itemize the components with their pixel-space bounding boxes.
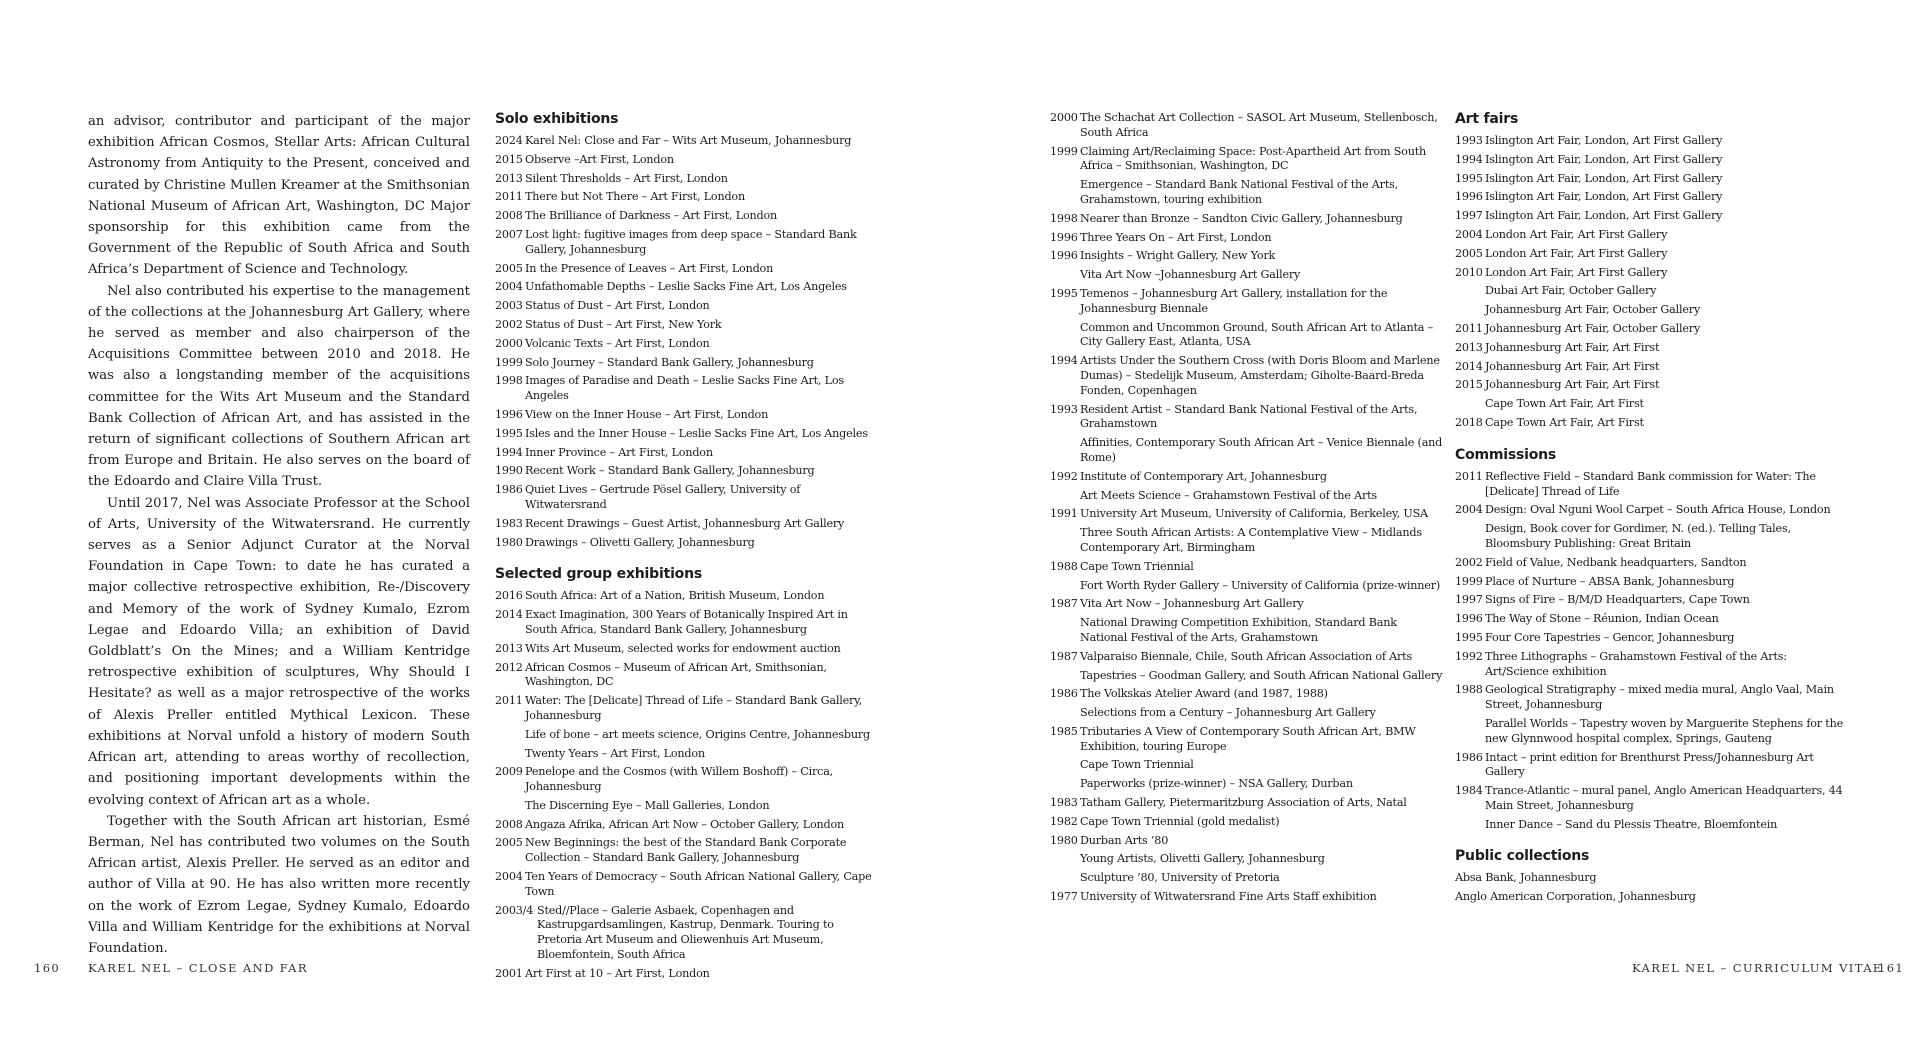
entry-year: 1996 [1455,612,1483,626]
entry-text: London Art Fair, Art First Gallery [1485,227,1668,241]
entry-text: Unfathomable Depths – Leslie Sacks Fine Art, Los Angeles [525,280,847,294]
entry-year: 1997 [1455,593,1483,607]
entry-year: 2011 [1455,469,1483,483]
art-fair-entry [1455,190,1847,205]
group-exhibition-entry [1050,687,1443,702]
group-exhibition-entry [495,694,881,724]
group-exhibition-entry [495,661,881,691]
group-exhibition-entry [495,967,881,982]
entry-text: London Art Fair, Art First Gallery [1485,265,1668,279]
entry-text: South Africa: Art of a Nation, British Museum, London [525,589,825,603]
entry-text: Silent Thresholds – Art First, London [525,171,728,185]
entry-year: 1991 [1050,507,1078,521]
art-fair-entry [1455,378,1847,393]
entry-text: Three Lithographs – Grahamstown Festival of the Arts: Art/Science exhibition [1485,649,1787,678]
solo-exhibition-entry [495,228,881,258]
commission-entry [1455,683,1847,713]
entry-text: Trance-Atlantic – mural panel, Anglo American Headquarters, 44 Main Street, Johannesburg [1485,784,1843,812]
entry-year: 2011 [495,694,523,708]
entry-text: Tatham Gallery, Pietermaritzburg Association of Arts, Natal [1080,796,1407,810]
solo-exhibition-entry [495,427,881,442]
group-exhibition-entry [1050,706,1443,721]
group-exhibition-entry [1050,321,1443,351]
entry-text: New Beginnings: the best of the Standard Bank Corporate Collection – Standard Bank Gallery, Johannesburg [525,836,847,865]
group-exhibition-entry [495,728,881,743]
entry-text: Islington Art Fair, London, Art First Gallery [1485,134,1723,147]
right-running-footer: KAREL NEL – CURRICULUM VITAE [1632,961,1883,975]
group-exhibitions-continued-list [1050,111,1443,905]
art-fair-entry [1455,303,1847,318]
entry-year: 1983 [495,516,523,530]
entry-text: Emergence – Standard Bank National Festival of the Arts, Grahamstown, touring exhibition [1080,178,1399,206]
entry-text: Inner Dance – Sand du Plessis Theatre, Bloemfontein [1485,817,1778,831]
entry-year: 2009 [495,765,523,779]
entry-year: 2002 [1455,555,1483,569]
entry-text: Inner Province – Art First, London [525,445,713,459]
entry-text: Exact Imagination, 300 Years of Botanically Inspired Art in South Africa, Standard Bank Gallery, Johannesburg [525,608,848,636]
group-exhibition-entry [1050,560,1443,575]
group-exhibitions-heading: Selected group exhibitions [495,566,702,583]
entry-text: Observe –Art First, London [525,152,674,166]
entry-year: 2008 [495,817,523,831]
entry-text: Status of Dust – Art First, New York [525,317,722,331]
entry-year: 1996 [1050,230,1078,244]
entry-year: 1992 [1050,469,1078,483]
group-exhibition-entry [495,904,881,963]
group-exhibition-entry [495,799,881,814]
group-exhibition-entry [1050,403,1443,433]
entry-text: Design: Oval Nguni Wool Carpet – South Africa House, London [1485,503,1831,517]
group-exhibition-entry [1050,470,1443,485]
commission-entry [1455,650,1847,680]
solo-exhibition-entry [495,172,881,187]
left-running-footer: KAREL NEL – CLOSE AND FAR [88,961,308,975]
entry-text: University Art Museum, University of California, Berkeley, USA [1080,507,1428,521]
commission-entry [1455,717,1847,747]
entry-text: Artists Under the Southern Cross (with Doris Bloom and Marlene Dumas) – Stedelijk Museum, Amsterdam; Giholte-Baard-Breda Fonden, Copenhagen [1080,354,1440,397]
entry-text: Claiming Art/Reclaiming Space: Post-Apartheid Art from South Africa – Smithsonian, Washington, DC [1080,144,1427,173]
entry-text: Status of Dust – Art First, London [525,299,710,313]
entry-text: Johannesburg Art Fair, Art First [1485,378,1660,392]
commission-entry [1455,631,1847,646]
entry-text: Geological Stratigraphy – mixed media mural, Anglo Vaal, Main Street, Johannesburg [1485,683,1834,712]
art-fair-entry [1455,322,1847,337]
entry-year: 2004 [495,280,523,294]
entry-year: 2013 [495,641,523,655]
art-fair-entry [1455,341,1847,356]
commission-entry [1455,751,1847,781]
entry-text: Vita Art Now – Johannesburg Art Gallery [1080,597,1304,611]
group-exhibition-entry [495,608,881,638]
entry-year: 2005 [1455,246,1483,260]
entry-text: Common and Uncommon Ground, South African Art to Atlanta – City Gallery East, Atlanta, USA [1080,320,1433,349]
public-collection-entry: Absa Bank, Johannesburg [1455,871,1597,885]
art-fair-entry [1455,397,1847,412]
entry-year: 1994 [1050,354,1078,368]
solo-exhibition-entry [495,374,881,404]
entry-year: 1998 [495,374,523,388]
group-exhibition-entry [1050,616,1443,646]
entry-text: National Drawing Competition Exhibition, Standard Bank National Festival of the Arts, Grahamstown [1080,616,1397,644]
public-collection-entry: Anglo American Corporation, Johannesburg [1455,890,1696,904]
entry-text: Angaza Afrika, African Art Now – October Gallery, London [525,817,844,831]
intro-paragraph: Until 2017, Nel was Associate Professor at the School of Arts, University of the Witwatersrand. He currently serves as a Senior Adjunct Curator at the Norval Foundation in Cape Town: to date he has curated a major collective retrospective exhibition, Re-/Discovery and Memory of the work of Sydney Kumalo, Ezrom Legae and Edoardo Villa; an exhibition of David Goldblatt’s On the Mines; and a William Kentridge retrospective exhibition of sculptures, Why Should I Hesitate? as well as a major retrospective of the works of Alexis Preller entitled Mythical Lexicon. These exhibitions at Norval unfold a history of modern South African art, attending to areas worthy of recollection, and positioning important developments within the evolving context of African art as a whole. [88,495,470,808]
entry-text: Solo Journey – Standard Bank Gallery, Johannesburg [525,355,814,369]
entry-year: 1995 [1050,286,1078,300]
solo-exhibition-entry [495,517,881,532]
entry-year: 1993 [1050,402,1078,416]
entry-text: Temenos – Johannesburg Art Gallery, installation for the Johannesburg Biennale [1080,286,1388,315]
public-collections-heading: Public collections [1455,848,1590,865]
commission-entry [1455,556,1847,571]
art-fair-entry [1455,266,1847,281]
right-page-number: 161 [1878,961,1905,975]
entry-text: Islington Art Fair, London, Art First Gallery [1485,209,1723,223]
group-exhibition-entry [1050,650,1443,665]
entry-year: 1994 [495,445,523,459]
entry-year: 1995 [1455,171,1483,185]
entry-text: Volcanic Texts – Art First, London [525,336,710,350]
fairs-commissions-column [1455,111,1847,909]
entry-text: Paperworks (prize-winner) – NSA Gallery, Durban [1080,777,1353,791]
group-exhibition-entry [1050,796,1443,811]
entry-year: 2016 [495,589,523,603]
entry-text: The Way of Stone – Réunion, Indian Ocean [1485,612,1719,626]
intro-text [88,111,470,959]
entry-text: Islington Art Fair, London, Art First Gallery [1485,190,1723,204]
entry-year: 2013 [495,171,523,185]
group-exhibition-entry [1050,758,1443,773]
group-exhibition-entry [1050,526,1443,556]
entry-year: 2011 [1455,321,1483,335]
exhibitions-column [495,111,881,986]
solo-exhibition-entry [495,446,881,461]
entry-text: Institute of Contemporary Art, Johannesburg [1080,469,1327,483]
group-exhibition-entry [495,589,881,604]
commission-entry [1455,612,1847,627]
entry-text: Art Meets Science – Grahamstown Festival of the Arts [1080,488,1377,502]
group-exhibition-entry [1050,268,1443,283]
group-exhibition-entry [1050,507,1443,522]
group-exhibition-entry [1050,145,1443,175]
entry-text: Drawings – Olivetti Gallery, Johannesburg [525,535,755,549]
entry-text: There but Not There – Art First, London [525,190,745,204]
solo-exhibition-entry [495,153,881,168]
entry-text: Three South African Artists: A Contemplative View – Midlands Contemporary Art, Birmingham [1080,526,1422,554]
solo-exhibition-entry [495,299,881,314]
entry-year: 2015 [495,152,523,166]
entry-year: 1999 [1050,144,1078,158]
art-fair-entry [1455,284,1847,299]
entry-text: In the Presence of Leaves – Art First, London [525,261,774,275]
entry-text: Cape Town Triennial [1080,559,1194,573]
entry-year: 1995 [1455,630,1483,644]
entry-year: 1988 [1455,683,1483,697]
public-collections-list [1455,871,1847,905]
entry-text: Cape Town Triennial (gold medalist) [1080,814,1280,828]
entry-year: 1986 [1050,687,1078,701]
entry-year: 1999 [495,355,523,369]
entry-text: Design, Book cover for Gordimer, N. (ed.). Telling Tales, Bloomsbury Publishing: Great Britain [1485,522,1791,550]
entry-text: Four Core Tapestries – Gencor, Johannesburg [1485,630,1735,644]
art-fairs-heading: Art fairs [1455,111,1519,127]
entry-year: 2003 [495,299,523,313]
entry-text: Johannesburg Art Fair, October Gallery [1485,303,1701,317]
group-exhibition-entry [1050,111,1443,141]
solo-exhibition-entry [495,464,881,479]
art-fair-entry [1455,153,1847,168]
entry-year: 2007 [495,227,523,241]
entry-text: Intact – print edition for Brenthurst Press/Johannesburg Art Gallery [1485,750,1814,779]
entry-text: Place of Nurture – ABSA Bank, Johannesburg [1485,574,1735,588]
group-exhibition-entry [1050,669,1443,684]
entry-year: 2011 [495,190,523,204]
solo-exhibition-entry [495,262,881,277]
art-fair-entry [1455,209,1847,224]
entry-year: 1988 [1050,559,1078,573]
group-exhibition-entry [1050,597,1443,612]
entry-text: Art First at 10 – Art First, London [525,966,710,980]
intro-paragraph: an advisor, contributor and participant of the major exhibition African Cosmos, Stellar Arts: African Cultural Astronomy from Antiquity to the Present, conceived and curated by Christine Mullen Kreamer at the Smithsonian National Museum of African Art, Washington, DC Major sponsorship for this exhibition came from the Government of the Republic of South Africa and South Africa’s Department of Science and Technology. [88,114,470,278]
entry-year: 2008 [495,209,523,223]
entry-year: 1980 [495,535,523,549]
entry-text: Fort Worth Ryder Gallery – University of California (prize-winner) [1080,578,1441,592]
group-exhibition-entry [1050,834,1443,849]
entry-text: University of Witwatersrand Fine Arts Staff exhibition [1080,890,1377,904]
entry-text: Young Artists, Olivetti Gallery, Johannesburg [1080,852,1325,866]
entry-text: Johannesburg Art Fair, Art First [1485,359,1660,373]
art-fair-entry [1455,172,1847,187]
group-exhibition-entry [1050,249,1443,264]
group-exhibition-entry [1050,354,1443,398]
commission-entry [1455,818,1847,833]
entry-text: Recent Drawings – Guest Artist, Johannesburg Art Gallery [525,516,845,530]
entry-year: 1985 [1050,724,1078,738]
entry-year: 2010 [1455,265,1483,279]
entry-text: Karel Nel: Close and Far – Wits Art Museum, Johannesburg [525,134,852,147]
entry-text: Images of Paradise and Death – Leslie Sacks Fine Art, Los Angeles [525,374,844,403]
entry-text: Islington Art Fair, London, Art First Gallery [1485,152,1723,166]
entry-text: Sculpture ’80, University of Pretoria [1080,871,1280,885]
entry-text: Johannesburg Art Fair, Art First [1485,340,1660,354]
entry-text: Reflective Field – Standard Bank commission for Water: The [Delicate] Thread of Life [1485,469,1816,498]
entry-year: 2024 [495,134,523,147]
entry-text: Wits Art Museum, selected works for endowment auction [525,641,841,655]
solo-exhibition-entry [495,134,881,149]
solo-exhibition-entry [495,483,881,513]
group-exhibition-entry [495,818,881,833]
entry-text: Tapestries – Goodman Gallery, and South African National Gallery [1080,668,1443,682]
commission-entry [1455,470,1847,500]
solo-exhibition-entry [495,356,881,371]
entry-year: 2014 [495,608,523,622]
entry-text: Cape Town Art Fair, Art First [1485,397,1644,411]
entry-text: Water: The [Delicate] Thread of Life – Standard Bank Gallery, Johannesburg [525,694,863,722]
commissions-list [1455,470,1847,833]
art-fairs-list [1455,134,1847,431]
commission-entry [1455,522,1847,552]
entry-year: 1986 [1455,750,1483,764]
entry-year: 2013 [1455,340,1483,354]
commission-entry [1455,784,1847,814]
group-exhibition-entry [1050,489,1443,504]
entry-text: Nearer than Bronze – Sandton Civic Gallery, Johannesburg [1080,211,1403,225]
entry-year: 2005 [495,261,523,275]
entry-year: 2000 [1050,111,1078,124]
art-fair-entry [1455,228,1847,243]
group-exhibition-entry [495,836,881,866]
group-exhibition-entry [1050,212,1443,227]
solo-exhibition-entry [495,536,881,551]
solo-exhibition-entry [495,318,881,333]
group-exhibition-entry [1050,871,1443,886]
entry-text: View on the Inner House – Art First, London [525,407,769,421]
entry-year: 2004 [495,870,523,884]
entry-year: 1980 [1050,833,1078,847]
group-exhibition-entry [1050,852,1443,867]
entry-text: Sted//Place – Galerie Asbaek, Copenhagen and Kastrupgardsamlingen, Kastrup, Denmark. Touring to Pretoria Art Museum and Oliewenhuis Art Museum, Bloemfontein, South Africa [537,903,834,962]
entry-year: 2012 [495,660,523,674]
entry-year: 2001 [495,966,523,980]
entry-text: The Discerning Eye – Mall Galleries, London [525,798,770,812]
entry-text: Selections from a Century – Johannesburg Art Gallery [1080,706,1376,720]
entry-text: The Schachat Art Collection – SASOL Art Museum, Stellenbosch, South Africa [1080,111,1438,139]
solo-exhibitions-heading: Solo exhibitions [495,111,619,127]
group-exhibition-entry [1050,777,1443,792]
group-exhibitions-list [495,589,881,981]
entry-text: Ten Years of Democracy – South African National Gallery, Cape Town [525,870,872,898]
entry-text: Johannesburg Art Fair, October Gallery [1485,321,1701,335]
entry-year: 2004 [1455,503,1483,517]
entry-text: Durban Arts ’80 [1080,833,1169,847]
entry-year: 1996 [495,407,523,421]
entry-year: 1987 [1050,649,1078,663]
solo-exhibition-entry [495,408,881,423]
art-fair-entry [1455,134,1847,149]
entry-text: Life of bone – art meets science, Origins Centre, Johannesburg [525,727,870,741]
left-page-number: 160 [34,961,61,975]
entry-year: 1996 [1455,190,1483,204]
entry-text: Islington Art Fair, London, Art First Gallery [1485,171,1723,185]
group-exhibition-entry [1050,890,1443,905]
group-exhibition-entry [1050,725,1443,755]
entry-year: 2000 [495,336,523,350]
solo-exhibitions-list [495,134,881,550]
entry-year: 2004 [1455,227,1483,241]
entry-text: Three Years On – Art First, London [1080,230,1272,244]
group-exhibition-entry [1050,815,1443,830]
art-fair-entry [1455,247,1847,262]
entry-text: The Brilliance of Darkness – Art First, London [525,209,778,223]
entry-text: Penelope and the Cosmos (with Willem Boshoff) – Circa, Johannesburg [525,765,834,794]
entry-text: London Art Fair, Art First Gallery [1485,246,1668,260]
entry-year: 1990 [495,464,523,478]
entry-year: 1999 [1455,574,1483,588]
entry-text: Twenty Years – Art First, London [525,746,705,760]
entry-year: 1982 [1050,814,1078,828]
entry-year: 2002 [495,317,523,331]
entry-text: Dubai Art Fair, October Gallery [1485,284,1657,298]
entry-text: Recent Work – Standard Bank Gallery, Johannesburg [525,464,815,478]
entry-text: Resident Artist – Standard Bank National Festival of the Arts, Grahamstown [1080,402,1418,431]
entry-text: Valparaiso Biennale, Chile, South African Association of Arts [1080,649,1413,663]
commission-entry [1455,575,1847,590]
entry-text: Quiet Lives – Gertrude Pösel Gallery, University of Witwatersrand [525,483,801,511]
group-exhibition-entry [1050,178,1443,208]
entry-year: 1987 [1050,597,1078,611]
commission-entry [1455,593,1847,608]
entry-year: 1977 [1050,890,1078,904]
group-exhibition-entry [1050,231,1443,246]
entry-year: 1998 [1050,211,1078,225]
intro-paragraph: Nel also contributed his expertise to the management of the collections at the Johannesburg Art Gallery, where he served as member and also chairperson of the Acquisitions Committee between 2010 and 2018. He was also a longstanding member of the acquisitions committee for the Wits Art Museum and the Standard Bank Collection of African Art, and has assisted in the return of significant collections of Southern African art from Europe and Britain. He also serves on the board of the Edoardo and Claire Villa Trust. [88,283,470,490]
solo-exhibition-entry [495,209,881,224]
entry-year: 1983 [1050,796,1078,810]
art-fair-entry [1455,360,1847,375]
entry-text: Cape Town Art Fair, Art First [1485,415,1644,429]
entry-text: Lost light: fugitive images from deep space – Standard Bank Gallery, Johannesburg [525,227,857,256]
entry-year: 1997 [1455,209,1483,223]
group-exhibition-entry [1050,287,1443,317]
entry-text: Tributaries A View of Contemporary South African Art, BMW Exhibition, touring Europe [1080,724,1416,753]
solo-exhibition-entry [495,337,881,352]
entry-year: 2015 [1455,378,1483,392]
commission-entry [1455,503,1847,518]
group-exhibition-entry [1050,436,1443,466]
entry-year: 1996 [1050,249,1078,263]
solo-exhibition-entry [495,190,881,205]
group-exhibition-entry [495,747,881,762]
entry-text: The Volkskas Atelier Award (and 1987, 1988) [1080,687,1328,701]
entry-year: 2014 [1455,359,1483,373]
entry-year: 1986 [495,483,523,497]
entry-text: Parallel Worlds – Tapestry woven by Marguerite Stephens for the new Glynnwood hospital complex, Springs, Gauteng [1485,716,1844,745]
group-exhibition-entry [495,765,881,795]
entry-text: Insights – Wright Gallery, New York [1080,249,1276,263]
entry-text: Vita Art Now –Johannesburg Art Gallery [1080,268,1301,282]
entry-year: 2003/4 [495,903,534,917]
entry-year: 1994 [1455,152,1483,166]
group-exhibition-entry [495,870,881,900]
group-exhibitions-continued-column [1050,111,1443,909]
entry-year: 1984 [1455,784,1483,798]
entry-text: Isles and the Inner House – Leslie Sacks Fine Art, Los Angeles [525,426,868,440]
intro-paragraph: Together with the South African art historian, Esmé Berman, Nel has contributed two volumes on the South African artist, Alexis Preller. He served as an editor and author of Villa at 90. He has also written more recently on the work of Ezrom Legae, Sydney Kumalo, Edoardo Villa and William Kentridge for the exhibitions at Norval Foundation. [88,813,470,956]
entry-text: Cape Town Triennial [1080,758,1194,772]
entry-text: Signs of Fire – B/M/D Headquarters, Cape Town [1485,593,1750,607]
entry-text: African Cosmos – Museum of African Art, Smithsonian, Washington, DC [525,660,827,689]
group-exhibition-entry [1050,579,1443,594]
art-fair-entry [1455,416,1847,431]
entry-year: 1993 [1455,134,1483,147]
solo-exhibition-entry [495,280,881,295]
entry-year: 1995 [495,426,523,440]
entry-year: 1992 [1455,649,1483,663]
entry-year: 2018 [1455,415,1483,429]
entry-text: Affinities, Contemporary South African Art – Venice Biennale (and Rome) [1080,436,1443,464]
commissions-heading: Commissions [1455,446,1557,463]
entry-year: 2005 [495,836,523,850]
entry-text: Field of Value, Nedbank headquarters, Sandton [1485,555,1747,569]
group-exhibition-entry [495,642,881,657]
